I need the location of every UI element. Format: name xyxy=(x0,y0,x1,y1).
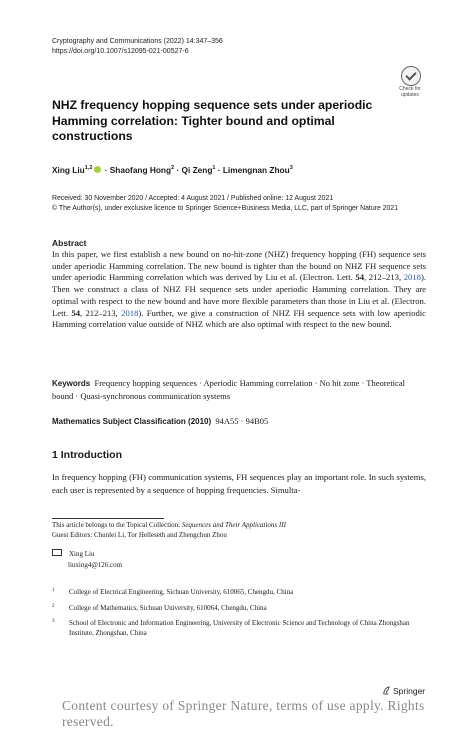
introduction-text: In frequency hopping (FH) communication systems, FH sequences play an important role. In such systems, each user is represented by a sequence of hopping frequencies. Simulta- xyxy=(52,472,426,495)
copyright-line: © The Author(s), under exclusive licence to Springer Science+Business Media, LLC, part of Springer Nature 2021 xyxy=(52,205,399,212)
author-affiliation-sup: 3 xyxy=(289,165,293,171)
author-name[interactable]: Limengnan Zhou xyxy=(222,164,290,175)
springer-horse-icon xyxy=(382,686,391,695)
journal-header xyxy=(52,37,223,57)
author-name[interactable]: Qi Zeng xyxy=(181,164,213,175)
abstract-text: ). Then we construct a class of NHZ FH sequence sets under aperiodic Hamming correlation. They are optimal with respect to the new bound and have more flexible parameters than those in Liu et al. (Electron. Lett. xyxy=(52,272,427,318)
abstract-text: In this paper, we first establish a new bound on no-hit-zone (NHZ) frequency hopping (FH) sequence sets under aperiodic Hamming correlation. The new bound is tighter than the bound on NHZ FH sequence sets under aperiodic Hamming correlation which was derived by Liu et al. (Electron. Lett. xyxy=(52,249,426,283)
msc-codes: 94A55 · 94B05 xyxy=(215,416,269,426)
affiliation-number: 2 xyxy=(52,604,55,609)
keywords-label: Keywords xyxy=(52,379,91,388)
corresponding-author xyxy=(52,549,122,570)
author-list: Xing Liu$^{1,2}$ · Shaofang Hong$^2$ · Qi Zeng$^1$ · Limengnan Zhou$^3$ xyxy=(52,164,293,175)
abstract-body xyxy=(52,249,426,331)
keywords-section xyxy=(52,377,426,402)
affiliation-text: College of Mathematics, Sichuan University, 610064, Chengdu, China xyxy=(69,604,267,612)
section-heading-introduction: 1 Introduction xyxy=(52,449,122,461)
author-affiliation-sup: 2 xyxy=(171,165,175,171)
msc-section xyxy=(52,415,268,428)
msc-label: Mathematics Subject Classification (2010) xyxy=(52,417,212,426)
check-for-updates-badge[interactable] xyxy=(392,66,428,102)
abstract-text: , 212–213, xyxy=(80,307,122,318)
publication-dates xyxy=(52,194,398,214)
topical-collection-note xyxy=(52,521,426,540)
publisher-name: Springer xyxy=(393,686,426,696)
affiliation-item xyxy=(52,604,426,614)
corresponding-email[interactable]: liuxing4@126.com xyxy=(68,560,123,569)
author-affiliation-sup: 1 xyxy=(212,165,216,171)
author-name[interactable]: Shaofang Hong xyxy=(109,164,172,175)
citation-link[interactable]: 2018 xyxy=(121,307,139,318)
abstract-text: ). Further, we give a construction of NHZ FH sequence sets with low aperiodic Hamming correlation value outside of NHZ which are also optimal with respect to the new bound. xyxy=(52,307,426,330)
affiliation-text: College of Electrical Engineering, Sichuan University, 610065, Chengdu, China xyxy=(69,588,294,596)
author-name[interactable]: Xing Liu xyxy=(52,164,85,175)
citation-link[interactable]: 2018 xyxy=(403,272,421,283)
keywords-list: Frequency hopping sequences · Aperiodic Hamming correlation · No hit zone · Theoretical bound · Quasi-synchronous communication systems xyxy=(52,378,405,401)
abstract-text: , 212–213, xyxy=(364,272,404,283)
envelope-icon xyxy=(52,549,62,556)
affiliation-item xyxy=(52,619,426,638)
footnote-divider xyxy=(52,518,164,519)
guest-editors: Guest Editors: Chunlei Li, Tor Helleseth and Zhengchun Zhou xyxy=(52,530,227,539)
title-line: constructions xyxy=(52,129,133,143)
collection-prefix: This article belongs to the Topical Collection: xyxy=(52,521,182,529)
affiliation-number: 1 xyxy=(52,588,55,593)
journal-citation: Cryptography and Communications (2022) 14:347–356 xyxy=(52,38,223,45)
affiliation-text: School of Electronic and Information Engineering, University of Electronic Science and Technology of China Zhongshan Institute, Zhongshan, China xyxy=(69,619,410,637)
collection-name: Sequences and Their Applications III xyxy=(181,521,286,529)
courtesy-watermark: Content courtesy of Springer Nature, terms of use apply. Rights reserved. xyxy=(62,698,425,729)
affiliation-item xyxy=(52,588,426,598)
volume-number: 54 xyxy=(355,272,364,283)
orcid-icon[interactable] xyxy=(94,166,101,173)
volume-number: 54 xyxy=(71,307,80,318)
doi-link[interactable]: https://doi.org/10.1007/s12095-021-00527-6 xyxy=(52,48,189,55)
paper-title xyxy=(52,98,382,145)
title-line: Hamming correlation: Tighter bound and optimal xyxy=(52,113,335,128)
check-for-updates-label: Check for updates xyxy=(399,86,421,98)
check-icon xyxy=(401,66,421,86)
title-line: NHZ frequency hopping sequence sets under aperiodic xyxy=(52,98,373,112)
springer-logo xyxy=(382,686,425,696)
affiliation-number: 3 xyxy=(52,619,55,624)
corresponding-name: Xing Liu xyxy=(69,550,95,558)
abstract-heading: Abstract xyxy=(52,238,87,248)
author-affiliation-sup: 1,2 xyxy=(84,165,93,171)
dates-line: Received: 30 November 2020 / Accepted: 4 August 2021 / Published online: 12 August 2021 xyxy=(52,195,334,202)
